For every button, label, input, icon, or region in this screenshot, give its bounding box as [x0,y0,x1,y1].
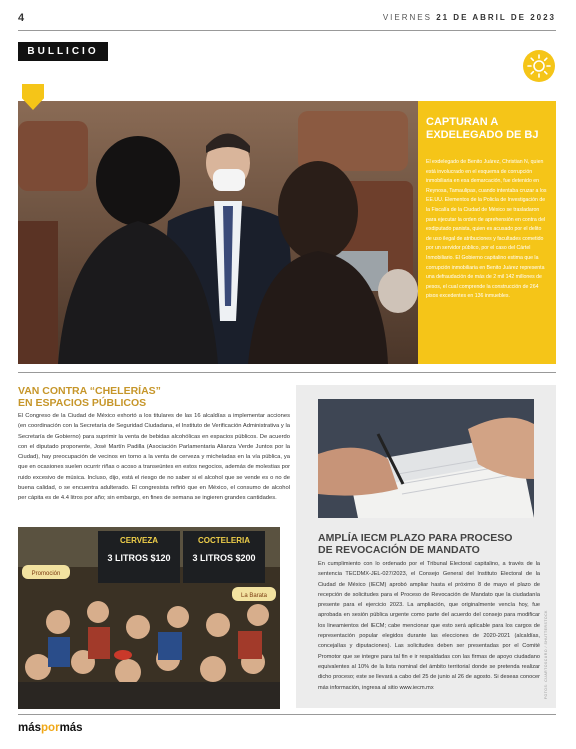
brand-logo [18,722,83,734]
brand-part-b: por [41,722,60,734]
right-story-body: En cumplimiento con lo ordenado por el Tribunal Electoral capitalino, a través de la sentencia TECDMX-JEL-027/2023, el Consejo General del Instituto Electoral de la Ciudad de México (IECM) aprobó ampliar hasta el próximo 8 de mayo el plazo de recepción de solicitudes para el Proceso de Revocación de Mandato que la ciudadanía presente para el ejercicio 2023. La ampliación, que originalmente vencía hoy, fue aprobada en sesión pública urgente como parte del acuerdo del consejo para modificar los lineamientos del IECM; cabe mencionar que esto será aplicable para los cargos de representación popular elegidos durante las elecciones de 2020-2021 (alcaldías, concejalías y diputaciones). Las solicitudes deben ser presentadas por el Comité Promotor que se integre para tal fin e ir respaldadas con las firmas de apoyo ciudadano equivalentes al 10% de la lista nominal del ámbito territorial donde se pretenda realizar dicho proceso; este se llevará a cabo del 25 de junio al 26 de agosto. Si deseas conocer más información, ingresa al sitio www.iecm.mx [318,561,540,691]
left-story-headline [18,385,288,409]
issue-date-day: VIERNES [382,13,432,22]
section-tag: BULLICIO [18,42,108,61]
brand-part-a: más [18,722,42,734]
section-divider [18,372,556,373]
header-rule [18,30,556,31]
right-story-headline [318,532,548,556]
left-headline-line2: EN ESPACIOS PÚBLICOS [18,397,147,409]
section-badge [523,50,555,82]
promo-left: Promoción [31,571,61,577]
sign-right-title: COCTELERIA [198,536,250,545]
page-number: 4 [18,12,25,24]
promo-right: La Barata [240,593,268,599]
left-story-body: El Congreso de la Ciudad de México exhortó a los titulares de las 16 alcaldías a implementar acciones (en coordinación con la Secretaría de Seguridad Ciudadana, el Instituto de Verificación Administrativa y la Secretaría de Gobierno) para suprimir la venta de bebidas alcohólicas en espacios públicos. De acuerdo con el diputado proponente, José Martín Padilla (Asociación Parlamentaria Alianza Verde Juntos por la Ciudad), hay preocupación de vecinos en torno a la venta de cerveza y micheladas en la vía pública, ya que en ocasiones suelen ocurrir riñas o acoso a transeúntes en estos negocios, además de molestias por ruido excesivo de música. Incluso, dijo, está el riesgo de no saber si el alcohol que se vende es o no de buena calidad, o se encuentra adulterado. El congresista refirió que en México, el consumo de alcohol per cápita es de 4.4 litros por año; sin embargo, en fines de semana se ingieren grandes cantidades. [18,413,290,502]
lead-body: El exdelegado de Benito Juárez, Christian N, quien está involucrado en el esquema de corrupción inmobiliaria en esa demarcación, fue detenido en Reynosa, Tamaulipas, cuando intentaba cruzar a los EE.UU. Elementos de la Policía de Investigación de la Fiscalía de la Ciudad de México se trasladaron para ejecutar la orden de aprehensión en contra del exdiputado panista, quien es acusado por el delito de uso ilegal de atribuciones y facultades cometido por un servidor público, por el caso del Cártel Inmobiliario. El Gobierno capitalino estima que la corrupción inmobiliaria en Benito Juárez representa una defraudación de más de 2 mil 142 millones de pesos, el cual comprende la construcción de 264 pisos excedentes en 136 inmuebles. [426,159,547,300]
issue-date-full: 21 DE ABRIL DE 2023 [436,13,556,22]
left-headline-line1: VAN CONTRA “CHELERÍAS” [18,385,161,397]
sign-right-price: 3 LITROS $200 [192,553,256,563]
right-headline-line2: DE REVOCACIÓN DE MANDATO [318,544,480,556]
lead-photo [18,101,418,364]
brand-part-c: más [59,722,83,734]
sign-left-price: 3 LITROS $120 [107,553,171,563]
photo-credit: FOTOS: CUARTOSCURO / SHUTTERSTOCK [544,610,548,700]
right-headline-line1: AMPLÍA IECM PLAZO PARA PROCESO [318,532,513,544]
footer-rule [18,714,556,715]
sign-left-title: CERVEZA [119,536,159,545]
lead-headline: CAPTURAN A EXDELEGADO DE BJ [426,116,539,141]
sun-icon [523,50,555,82]
issue-date [383,13,556,22]
signing-hands-photo [318,399,534,518]
beer-stand-photo [18,527,280,709]
